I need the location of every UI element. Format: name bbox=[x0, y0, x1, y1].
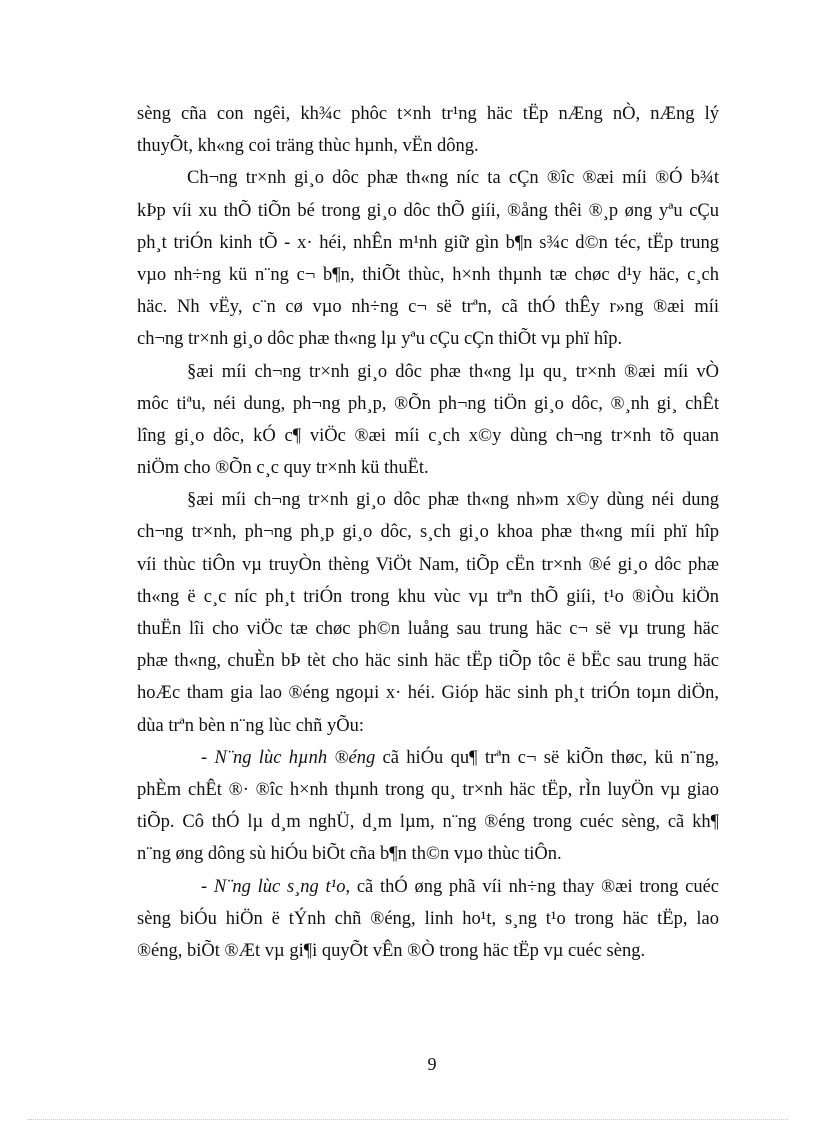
bullet-dash: - bbox=[201, 876, 214, 897]
bullet-line bbox=[137, 742, 719, 774]
text-line: thuyÕt, kh«ng coi träng thùc hµnh, vËn dông. bbox=[137, 136, 479, 157]
text-line: phæ th«ng, chuÈn bÞ tèt cho häc sinh häc tËp tiÕp tôc ë bËc sau trung häc bbox=[137, 651, 719, 672]
text-line: ch¬ng tr×nh, ph¬ng ph¸p gi¸o dôc, s¸ch gi¸o khoa phæ th«ng míi phï hîp bbox=[137, 522, 719, 543]
text-line: §æi míi ch¬ng tr×nh gi¸o dôc phæ th«ng nh»m x©y dùng néi dung bbox=[187, 490, 719, 511]
text-line: n¨ng øng dông sù hiÓu biÕt cña b¶n th©n vµo thùc tiÔn. bbox=[137, 844, 562, 865]
text-line: niÖm cho ®Õn c¸c quy tr×nh kü thuËt. bbox=[137, 458, 429, 479]
italic-term: N¨ng lùc s¸ng t¹o bbox=[213, 876, 346, 897]
text-line: sèng cña con ngêi, kh¾c phôc t×nh tr¹ng häc tËp nÆng nÒ, nÆng lý bbox=[137, 104, 719, 124]
text-line: môc tiªu, néi dung, ph¬ng ph¸p, ®Õn ph¬ng tiÖn gi¸o dôc, ®¸nh gi¸ chÊt bbox=[137, 393, 719, 414]
text-line: vµo nh÷ng kü n¨ng c¬ b¶n, thiÕt thùc, h×nh thµnh tæ chøc d¹y häc, c¸ch bbox=[137, 264, 719, 285]
text-line: lîng gi¸o dôc, kÓ c¶ viÖc ®æi míi c¸ch x©y dùng ch¬ng tr×nh tõ quan bbox=[137, 425, 719, 446]
text-line: kÞp víi xu thÕ tiÕn bé trong gi¸o dôc thÕ giíi, ®ång thêi ®¸p øng yªu cÇu bbox=[137, 200, 719, 221]
bullet-text: , cã thÓ øng phã víi nh÷ng thay ®æi trong cuéc bbox=[345, 876, 719, 897]
text-line: Ch¬ng tr×nh gi¸o dôc phæ th«ng níc ta cÇn ®îc ®æi míi ®Ó b¾t bbox=[187, 168, 719, 189]
text-line: sèng biÓu hiÖn ë tÝnh chñ ®éng, linh ho¹t, s¸ng t¹o trong häc tËp, lao bbox=[137, 908, 719, 929]
bullet-text: cã hiÓu qu¶ trªn c¬ së kiÕn thøc, kü n¨ng, bbox=[375, 747, 719, 768]
footer-divider bbox=[28, 1119, 788, 1120]
text-line: hoÆc tham gia lao ®éng ngoµi x· héi. Gióp häc sinh ph¸t triÓn toµn diÖn, bbox=[137, 683, 719, 704]
bullet-line bbox=[137, 871, 719, 903]
body-text bbox=[137, 98, 719, 967]
page-number: 9 bbox=[427, 1054, 437, 1074]
italic-term: N¨ng lùc hµnh ®éng bbox=[214, 747, 376, 768]
text-line: phÈm chÊt ®· ®îc h×nh thµnh trong qu¸ tr×nh häc tËp, rÌn luyÖn vµ giao bbox=[137, 779, 719, 800]
text-line: häc. Nh vËy, c¨n cø vµo nh÷ng c¬ së trªn, cã thÓ thÊy r»ng ®æi míi bbox=[137, 297, 719, 318]
text-line: thuËn lîi cho viÖc tæ chøc ph©n luång sau trung häc c¬ së vµ trung häc bbox=[137, 619, 719, 639]
text-line: dùa trªn bèn n¨ng lùc chñ yÕu: bbox=[137, 715, 365, 736]
bullet-dash: - bbox=[201, 747, 215, 768]
text-line: th«ng ë c¸c níc ph¸t triÓn trong khu vùc vµ trªn thÕ giíi, t¹o ®iÒu kiÖn bbox=[137, 586, 719, 607]
text-line: tiÕp. Cô thÓ lµ d¸m nghÜ, d¸m lµm, n¨ng ®éng trong cuéc sèng, cã kh¶ bbox=[137, 812, 719, 833]
text-line: ch¬ng tr×nh gi¸o dôc phæ th«ng lµ yªu cÇu cÇn thiÕt vµ phï hîp. bbox=[137, 329, 623, 350]
text-line: ph¸t triÓn kinh tÕ - x· héi, nhÊn m¹nh giữ gìn b¶n s¾c d©n téc, tËp trung bbox=[137, 232, 719, 253]
text-line: §æi míi ch¬ng tr×nh gi¸o dôc phæ th«ng lµ qu¸ tr×nh ®æi míi vÒ bbox=[187, 361, 719, 382]
text-line: víi thùc tiÔn vµ truyÒn thèng ViÖt Nam, tiÕp cËn tr×nh ®é gi¸o dôc phæ bbox=[137, 554, 719, 575]
text-line: ®éng, biÕt ®Æt vµ gi¶i quyÕt vÊn ®Ò trong häc tËp vµ cuéc sèng. bbox=[137, 940, 646, 961]
